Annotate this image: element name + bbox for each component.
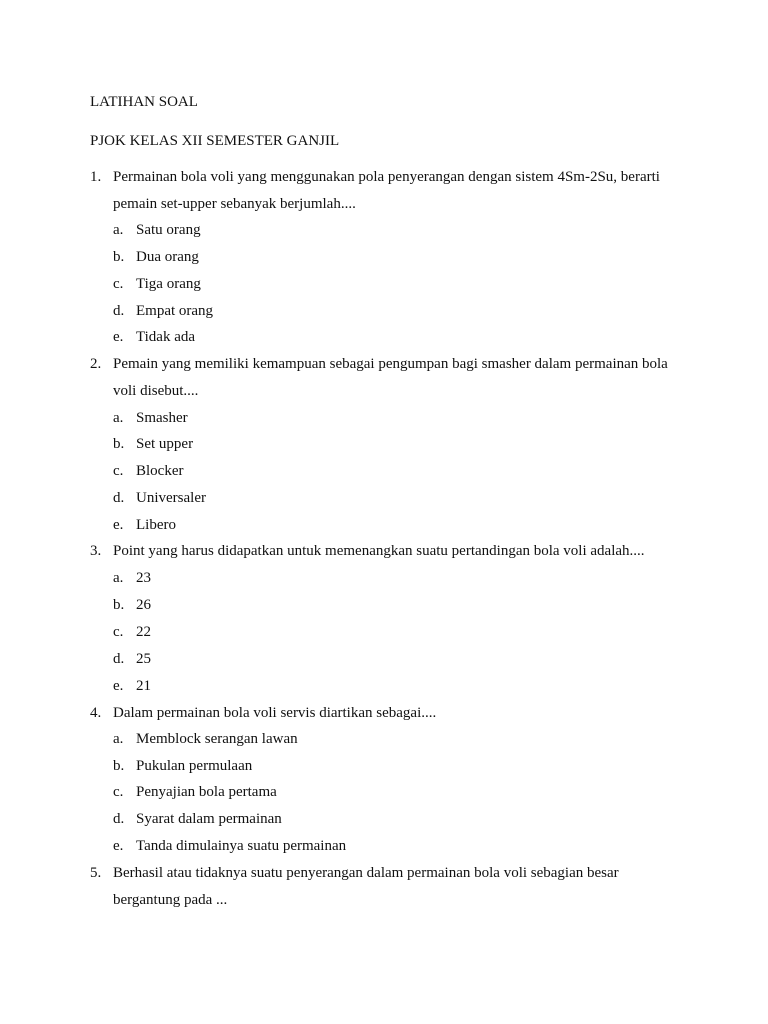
option-letter: c.: [113, 276, 124, 292]
option-text: Tiga orang: [136, 276, 201, 292]
question-text-line: Berhasil atau tidaknya suatu penyerangan dalam permainan bola voli sebagian besar: [113, 865, 619, 881]
question-text-line: Point yang harus didapatkan untuk memenangkan suatu pertandingan bola voli adalah....: [113, 543, 645, 559]
option-text: 26: [136, 597, 151, 613]
option-text: Pukulan permulaan: [136, 758, 253, 774]
question-text-line: Permainan bola voli yang menggunakan pola penyerangan dengan sistem 4Sm-2Su, berarti: [113, 169, 660, 185]
option-letter: e.: [113, 678, 124, 694]
option-text: 23: [136, 570, 151, 586]
option-letter: a.: [113, 410, 124, 426]
question-number: 5.: [90, 865, 102, 881]
option-text: Memblock serangan lawan: [136, 731, 298, 747]
option-letter: d.: [113, 811, 125, 827]
document-title: LATIHAN SOAL: [90, 94, 198, 110]
option-letter: e.: [113, 517, 124, 533]
option-letter: c.: [113, 624, 124, 640]
option-text: Smasher: [136, 410, 188, 426]
question-text-line: Dalam permainan bola voli servis diartikan sebagai....: [113, 705, 437, 721]
option-letter: a.: [113, 570, 124, 586]
option-letter: e.: [113, 329, 124, 345]
option-letter: b.: [113, 249, 125, 265]
question-number: 4.: [90, 705, 102, 721]
option-text: Syarat dalam permainan: [136, 811, 282, 827]
option-letter: a.: [113, 731, 124, 747]
question-number: 2.: [90, 356, 102, 372]
option-letter: b.: [113, 758, 125, 774]
option-text: Universaler: [136, 490, 206, 506]
option-text: Empat orang: [136, 303, 214, 319]
question-text-line: bergantung pada ...: [113, 892, 228, 908]
document-subtitle: PJOK KELAS XII SEMESTER GANJIL: [90, 133, 340, 149]
option-text: 21: [136, 678, 151, 694]
option-letter: b.: [113, 597, 125, 613]
option-letter: d.: [113, 651, 125, 667]
option-text: Libero: [136, 517, 176, 533]
question-text-line: pemain set-upper sebanyak berjumlah....: [113, 196, 356, 212]
option-text: 22: [136, 624, 151, 640]
option-letter: d.: [113, 490, 125, 506]
option-text: Penyajian bola pertama: [136, 784, 277, 800]
option-text: Blocker: [136, 463, 184, 479]
option-letter: e.: [113, 838, 124, 854]
question-number: 1.: [90, 169, 102, 185]
option-letter: d.: [113, 303, 125, 319]
option-letter: c.: [113, 463, 124, 479]
option-text: Dua orang: [136, 249, 199, 265]
option-text: 25: [136, 651, 151, 667]
option-text: Tidak ada: [136, 329, 196, 345]
option-letter: a.: [113, 222, 124, 238]
question-text-line: Pemain yang memiliki kemampuan sebagai pengumpan bagi smasher dalam permainan bola: [113, 356, 668, 372]
option-text: Satu orang: [136, 222, 201, 238]
option-letter: b.: [113, 436, 125, 452]
option-letter: c.: [113, 784, 124, 800]
question-number: 3.: [90, 543, 102, 559]
question-text-line: voli disebut....: [113, 383, 199, 399]
option-text: Set upper: [136, 436, 194, 452]
option-text: Tanda dimulainya suatu permainan: [136, 838, 347, 854]
